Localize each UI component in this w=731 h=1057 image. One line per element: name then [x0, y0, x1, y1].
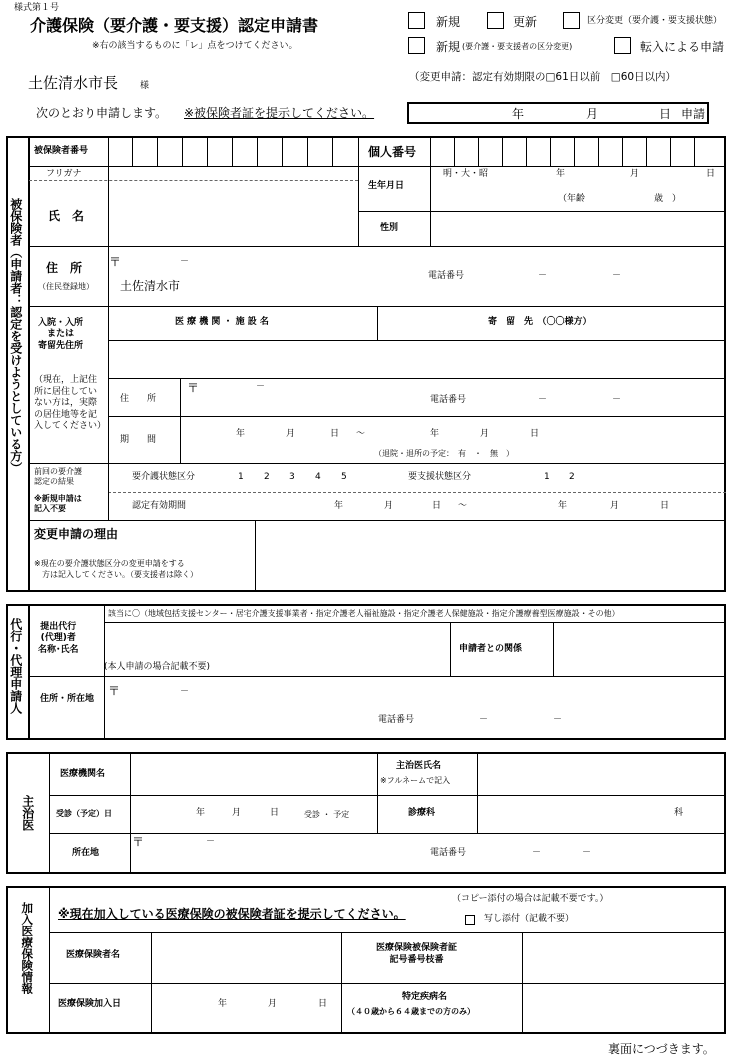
renew-label: 更新	[513, 15, 538, 29]
copy-attach-checkbox[interactable]	[465, 915, 475, 925]
check-instruction: ※右の該当するものに「レ」点をつけてください。	[92, 41, 298, 51]
agent-relation-input[interactable]	[554, 623, 726, 676]
facility-label: 入院・入所 または 寄留先住所	[38, 318, 84, 351]
agent-address-label: 住所・所在地	[40, 694, 95, 704]
care-level-5[interactable]: 5	[341, 472, 347, 482]
validity-u2: 日	[432, 501, 442, 511]
visit-month-unit: 月	[232, 808, 242, 818]
phone-dash-1: －	[538, 271, 548, 281]
card-number-input[interactable]	[523, 933, 726, 983]
agent-phone-label: 電話番号	[378, 715, 415, 725]
join-day-unit: 日	[318, 999, 328, 1009]
name-label: 氏 名	[48, 209, 85, 223]
care-level-1[interactable]: 1	[238, 472, 244, 482]
validity-u6: 日	[660, 501, 670, 511]
new-change-checkbox[interactable]	[408, 37, 425, 54]
discharge-plan: （退院・退所の予定： 有 ・ 無 ）	[374, 449, 514, 458]
lodging-col: 寄 留 先 （〇〇様方）	[488, 317, 592, 327]
institution-input[interactable]	[131, 754, 377, 795]
copy-note: （コピー添付の場合は記載不要です。）	[452, 894, 609, 904]
period-u1: 月	[286, 429, 296, 439]
fac-phone-label: 電話番号	[430, 395, 467, 405]
change-term-note: （変更申請：認定有効期限の□61日以前 □60日以内）	[409, 71, 677, 83]
period-u5: 月	[480, 429, 490, 439]
furigana-label: フリガナ	[46, 169, 82, 179]
validity-label: 認定有効期間	[132, 501, 187, 511]
location-label: 所在地	[72, 848, 100, 858]
agent-section-label: 代行・代理申請人	[8, 618, 23, 714]
form-title: 介護保険（要介護・要支援）認定申請書	[30, 16, 319, 35]
support-level-1[interactable]: 1	[544, 472, 550, 482]
period-label: 期 間	[120, 435, 157, 445]
age-open: （年齢	[558, 194, 586, 204]
institution-label: 医療機関名	[60, 769, 106, 779]
new-application-note: ※新規申請は 記入不要	[34, 494, 82, 514]
sex-label: 性別	[380, 223, 399, 233]
kojin-number-label: 個人番号	[368, 145, 417, 159]
visit-year-unit: 年	[196, 808, 206, 818]
postal-mark: 〒	[109, 255, 122, 269]
date-month-unit: 月	[586, 107, 599, 121]
disease-label: 特定疾病名	[402, 992, 448, 1002]
visit-date-label: 受診（予定）日	[56, 809, 112, 818]
support-level-label: 要支援状態区分	[408, 472, 472, 482]
join-year-unit: 年	[218, 999, 228, 1009]
disease-input[interactable]	[523, 984, 726, 1033]
address-city: 土佐清水市	[120, 279, 181, 293]
doctor-name-label: 主治医氏名	[396, 761, 442, 771]
doctor-phone-label: 電話番号	[430, 848, 467, 858]
care-level-label: 要介護状態区分	[132, 472, 196, 482]
period-u0: 年	[236, 429, 246, 439]
validity-u4: 年	[558, 501, 568, 511]
sex-input[interactable]	[431, 212, 726, 246]
date-apply-unit: 申請	[681, 107, 706, 121]
address-note: （住民登録地）	[38, 282, 94, 291]
change-reason-input[interactable]	[256, 521, 726, 591]
join-month-unit: 月	[268, 999, 278, 1009]
birth-month-unit: 月	[630, 169, 640, 179]
agent-self-note: (本人申請の場合記載不要)	[104, 662, 211, 672]
new-label: 新規	[436, 15, 461, 29]
doctor-postal-mark: 〒	[132, 835, 145, 849]
copy-attach-label: 写し添付（記載不要）	[484, 914, 575, 924]
agent-name-label: 提出代行 (代理)者 名称･氏名	[38, 622, 79, 655]
name-input[interactable]	[109, 181, 358, 246]
agent-postal-dash: －	[180, 687, 190, 697]
insurer-input[interactable]	[152, 933, 341, 983]
join-date-label: 医療保険加入日	[58, 999, 122, 1009]
new-change-note: (要介護・要支援者の区分変更)	[462, 42, 573, 51]
renew-checkbox[interactable]	[487, 12, 504, 29]
facility-name-col: 医 療 機 関 ・ 施 設 名	[175, 317, 269, 327]
period-u2: 日	[330, 429, 340, 439]
fac-address-label: 住 所	[120, 394, 157, 404]
date-day-unit: 日	[659, 107, 672, 121]
visit-type[interactable]: 受診 ・ 予定	[304, 810, 350, 819]
postal-dash: －	[180, 257, 190, 267]
doctor-name-note: ※フルネームで記入	[380, 776, 451, 785]
fac-phone-dash-1: －	[538, 395, 548, 405]
validity-u5: 月	[610, 501, 620, 511]
agent-name-input[interactable]	[105, 623, 450, 663]
insurance-card-notice: ※現在加入している医療保険の被保険者証を提示してください。	[58, 907, 406, 921]
validity-u1: 月	[384, 501, 394, 511]
validity-u3: ～	[458, 501, 468, 511]
agent-postal-mark: 〒	[108, 684, 121, 698]
transfer-label: 転入による申請	[640, 40, 725, 54]
addressee: 土佐清水市長	[28, 74, 119, 92]
insured-number-input[interactable]	[109, 137, 358, 166]
agent-relation-label: 申請者との関係	[459, 644, 523, 654]
department-label: 診療科	[408, 808, 436, 818]
phone-dash-2: －	[612, 271, 622, 281]
period-u3: ～	[356, 429, 366, 439]
insurer-label: 医療保険者名	[66, 950, 121, 960]
fac-phone-dash-2: －	[612, 395, 622, 405]
addressee-suffix: 様	[140, 81, 150, 91]
age-close: 歳 ）	[654, 194, 682, 204]
address-label: 住 所	[46, 261, 83, 275]
doctor-postal-dash: －	[206, 837, 216, 847]
care-level-4[interactable]: 4	[315, 472, 321, 482]
medical-insurance-section-label: 加入医療保険情報	[20, 902, 35, 994]
agent-phone-dash-2: －	[553, 715, 563, 725]
care-level-2[interactable]: 2	[264, 472, 270, 482]
change-reason-note: ※現在の要介護状態区分の変更申請をする 方は記入してください。（要支援者は除く）	[34, 559, 198, 579]
birth-day-unit: 日	[706, 169, 716, 179]
change-label: 区分変更（要介護・要支援状態）	[587, 16, 723, 26]
facility-note: （現在，上記住所に居住していない方は，実際の居住地等を記入してください）	[34, 375, 107, 432]
birth-label: 生年月日	[368, 181, 405, 191]
prev-result-label: 前回の要介護 認定の結果	[34, 467, 82, 487]
transfer-checkbox[interactable]	[614, 37, 631, 54]
care-level-3[interactable]: 3	[289, 472, 295, 482]
date-year-unit: 年	[512, 107, 525, 121]
change-reason-label: 変更申請の理由	[34, 527, 119, 541]
fac-postal-dash: －	[256, 382, 266, 392]
doctor-section-label: 主治医	[20, 795, 35, 831]
agent-phone-dash-1: －	[479, 715, 489, 725]
kojin-number-input[interactable]	[431, 137, 726, 166]
continue-note: 裏面につづきます。	[608, 1042, 715, 1056]
form-number: 様式第１号	[14, 3, 60, 13]
birth-year-unit: 年	[556, 169, 566, 179]
visit-day-unit: 日	[270, 808, 280, 818]
doctor-name-input[interactable]	[478, 754, 726, 795]
fac-postal-mark: 〒	[187, 381, 200, 395]
furigana-input[interactable]	[109, 167, 358, 180]
birth-era: 明・大・昭	[443, 169, 489, 179]
period-u4: 年	[430, 429, 440, 439]
department-suffix: 科	[674, 808, 684, 818]
doctor-phone-dash-2: －	[582, 848, 592, 858]
card-number-label: 医療保険被保険者証 記号番号枝番	[376, 943, 458, 965]
insured-section-label: 被保険者（申請者：認定を受けようとしている方）	[8, 198, 23, 474]
new-checkbox[interactable]	[408, 12, 425, 29]
change-checkbox[interactable]	[563, 12, 580, 29]
disease-note: （４０歳から６４歳までの方のみ）	[347, 1007, 475, 1016]
intro-text: 次のとおり申請します。	[36, 106, 168, 120]
agent-category-note: 該当に〇（地域包括支援センター・居宅介護支援事業者・指定介護老人福祉施設・指定介護老人保健施設・指定介護療養型医療施設・その他）	[108, 609, 620, 618]
support-level-2[interactable]: 2	[569, 472, 575, 482]
insured-number-label: 被保険者番号	[34, 146, 89, 156]
new-change-label: 新規	[436, 40, 461, 54]
period-u6: 日	[530, 429, 540, 439]
doctor-phone-dash-1: －	[532, 848, 542, 858]
card-notice: ※被保険者証を提示してください。	[184, 106, 375, 120]
validity-u0: 年	[334, 501, 344, 511]
phone-label: 電話番号	[428, 271, 465, 281]
